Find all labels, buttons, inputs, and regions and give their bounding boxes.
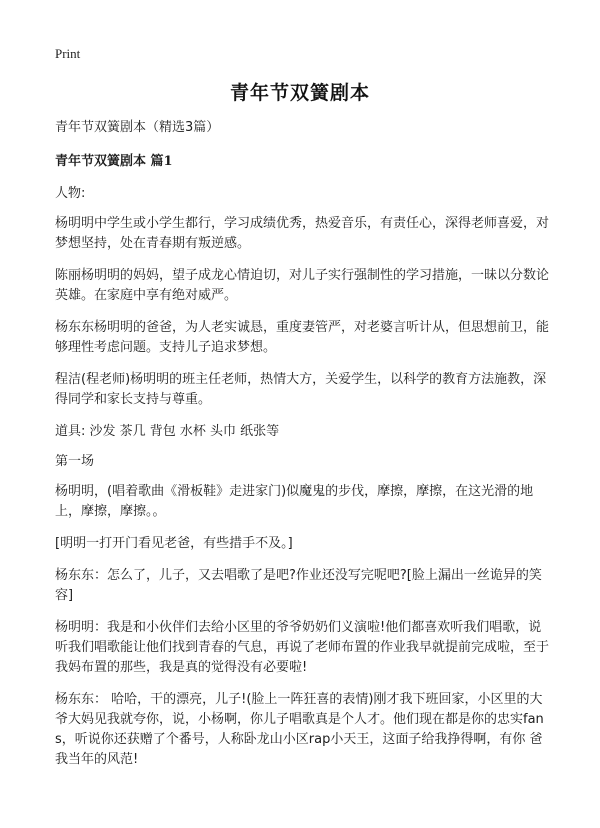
- document-title: 青年节双簧剧本: [229, 82, 370, 104]
- paragraph-dialogue: 杨东东：怎么了，儿子，又去唱歌了是吧?作业还没写完呢吧?[脸上漏出一丝诡异的笑容]: [55, 568, 542, 603]
- paragraph-character-cheng-jie: 程洁(程老师)杨明明的班主任老师，热情大方，关爱学生，以科学的教育方法施教，深得同学和家长支持与尊重。: [55, 372, 547, 407]
- paragraph-character-yang-dongdong: 杨东东杨明明的爸爸，为人老实诚恳，重度妻管严，对老婆言听计从，但思想前卫，能够理性考虑问题。支持儿子追求梦想。: [55, 320, 550, 355]
- paragraph-characters-label: 人物:: [55, 186, 86, 201]
- paragraph-scene-one: 第一场: [55, 454, 95, 469]
- document-subtitle: 青年节双簧剧本（精选3篇）: [55, 120, 220, 135]
- paragraph-character-yang-mingming: 杨明明中学生或小学生都行，学习成绩优秀，热爱音乐，有责任心，深得老师喜爱，对梦想坚持，处在青春期有叛逆感。: [55, 216, 550, 251]
- paragraph-dialogue: 杨明明，(唱着歌曲《滑板鞋》走进家门)似魔鬼的步伐，摩擦，摩擦，在这光滑的地上，摩擦，摩擦。。: [55, 484, 534, 519]
- paragraph-props: 道具: 沙发 茶几 背包 水杯 头巾 纸张等: [55, 424, 280, 439]
- document-body: [55, 118, 550, 782]
- paragraph-dialogue: 杨东东： 哈哈，干的漂亮，儿子!(脸上一阵狂喜的表情)刚才我下班回家，小区里的大爷大妈见我就夸你，说，小杨啊，你儿子唱歌真是个人才。他们现在都是你的忠实fans，听说你还获赠了个番号，人称卧龙山小区rap小天王，这面子给我挣得啊，有你 爸我当年的风范!: [55, 692, 544, 767]
- paragraph-stage-direction: [明明一打开门看见老爸，有些措手不及。]: [55, 536, 293, 551]
- print-label: Print: [55, 46, 81, 61]
- paragraph-character-chen-li: 陈丽杨明明的妈妈，望子成龙心情迫切，对儿子实行强制性的学习措施，一昧以分数论英雄。在家庭中享有绝对威严。: [55, 268, 550, 303]
- section-heading: 青年节双簧剧本 篇1: [55, 154, 173, 169]
- paragraph-dialogue: 杨明明：我是和小伙伴们去给小区里的爷爷奶奶们义演啦!他们都喜欢听我们唱歌，说听我们唱歌能让他们找到青春的气息，再说了老师布置的作业我早就提前完成啦，至于我妈布置的那些，我是真的觉得没有必要啦!: [55, 620, 550, 675]
